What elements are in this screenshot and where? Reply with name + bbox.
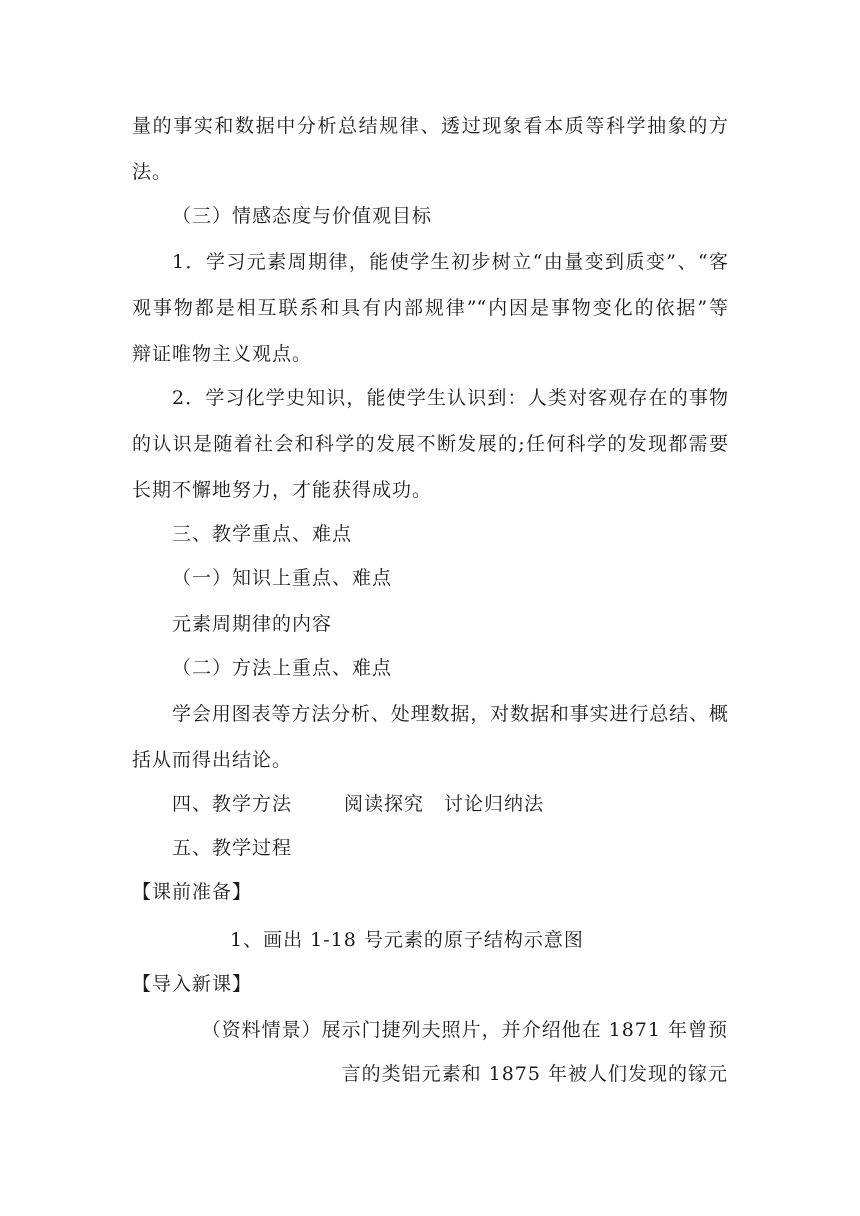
paragraph-line: 2．学习化学史知识，能使学生认识到：人类对客观存在的事物 (172, 387, 728, 409)
bracket-heading: 【课前准备】 (132, 881, 253, 903)
method-item: 阅读探究 (344, 793, 425, 815)
paragraph-line: （资料情景）展示门捷列夫照片，并介绍他在 1871 年曾预 (201, 1019, 728, 1041)
paragraph-line: 1．学习元素周期律，能使学生初步树立“由量变到质变”、“客 (172, 251, 728, 273)
paragraph-line: 的认识是随着社会和科学的发展不断发展的;任何科学的发现都需要 (132, 433, 728, 455)
section-heading: （三）情感态度与价值观目标 (172, 205, 433, 227)
paragraph-line: 长期不懈地努力，才能获得成功。 (132, 479, 433, 501)
paragraph-line: 量的事实和数据中分析总结规律、透过现象看本质等科学抽象的方 (132, 115, 728, 137)
paragraph-line: 1、画出 1-18 号元素的原子结构示意图 (230, 929, 584, 951)
section-heading: 五、教学过程 (172, 837, 293, 859)
subsection-heading: （一）知识上重点、难点 (172, 567, 393, 589)
paragraph-line: 括从而得出结论。 (132, 749, 293, 771)
paragraph-line: 法。 (132, 161, 173, 183)
paragraph-line: 学会用图表等方法分析、处理数据，对数据和事实进行总结、概 (172, 703, 728, 725)
paragraph-line: 观事物都是相互联系和具有内部规律”“内因是事物变化的依据”等 (132, 297, 728, 319)
section-heading: 三、教学重点、难点 (172, 523, 353, 545)
paragraph-line: 辩证唯物主义观点。 (132, 343, 313, 365)
paragraph-line: 元素周期律的内容 (172, 613, 333, 635)
bracket-heading: 【导入新课】 (132, 973, 253, 995)
subsection-heading: （二）方法上重点、难点 (172, 657, 393, 679)
section-heading: 四、教学方法 (172, 793, 293, 815)
method-item: 讨论归纳法 (444, 793, 545, 815)
paragraph-line: 言的类铝元素和 1875 年被人们发现的镓元 (341, 1063, 728, 1085)
